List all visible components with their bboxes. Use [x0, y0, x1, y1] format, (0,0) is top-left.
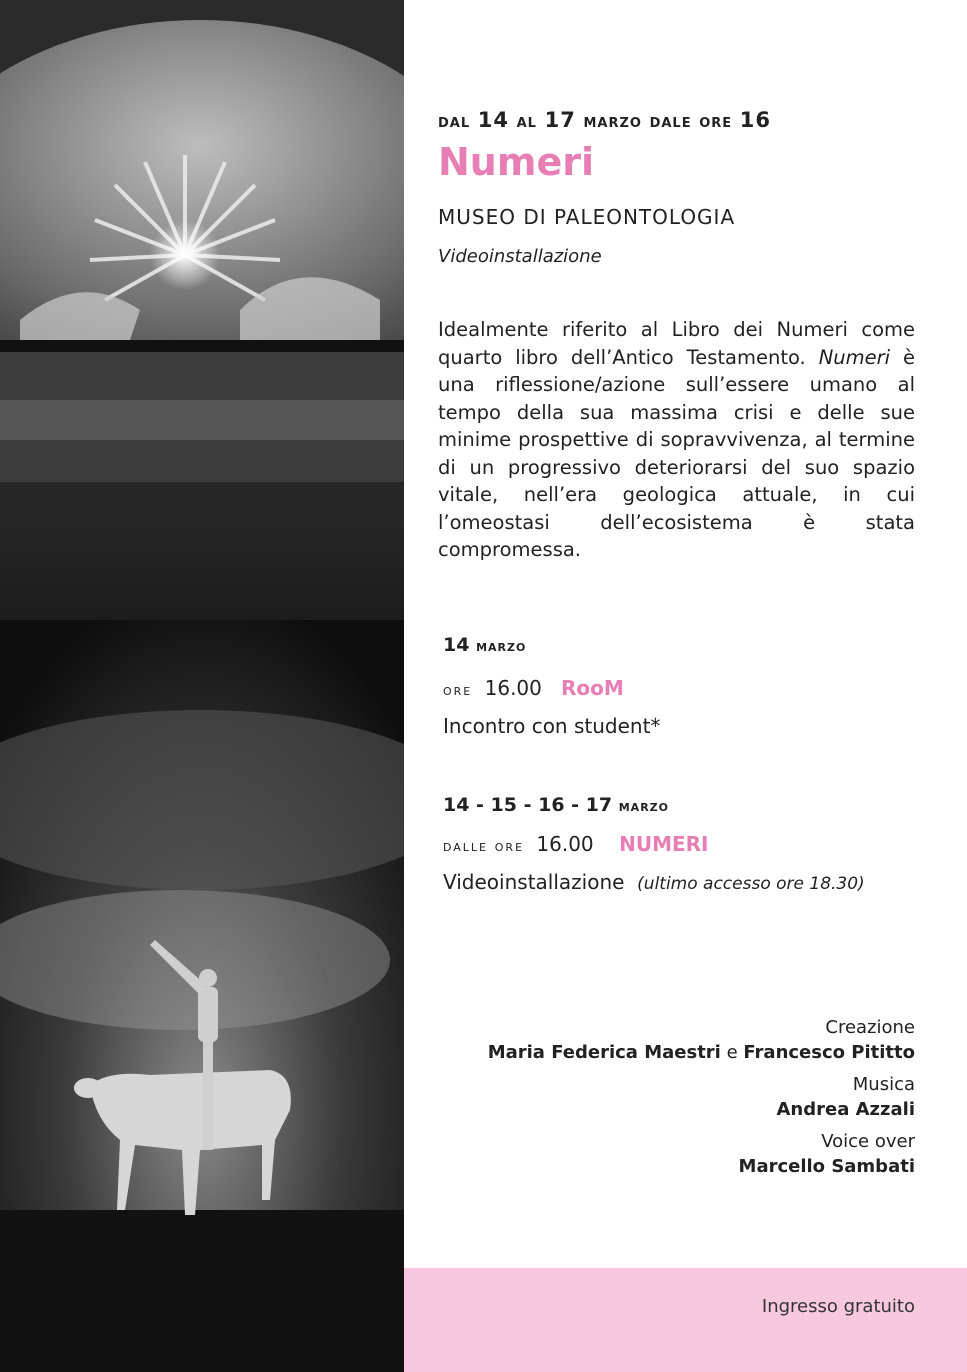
time-value: 16.00 [536, 832, 594, 856]
event-date [443, 634, 526, 656]
time-value: 16.00 [484, 676, 542, 700]
start-hour: 16 [739, 108, 772, 132]
event-date [443, 794, 669, 816]
creator-2: Francesco Pititto [743, 1042, 915, 1063]
description [438, 316, 915, 564]
event-note [443, 714, 660, 738]
venue-name: MUSEO DI PALEONTOLOGIA [438, 205, 736, 229]
voice-credit: Marcello Sambati [738, 1156, 915, 1177]
creation-label: Creazione [825, 1017, 915, 1038]
date-to: 17 [544, 108, 576, 132]
event-note [443, 870, 865, 894]
event-note-text: Videoinstallazione [443, 870, 625, 894]
description-italic: Numeri [818, 345, 891, 369]
date-from: 14 [477, 108, 509, 132]
dates-prefix: dal [438, 110, 471, 132]
creators-conj: e [726, 1042, 738, 1063]
time-label: ore [443, 681, 473, 699]
event-month: marzo [618, 797, 669, 815]
event-day: 14 - 15 - 16 - 17 [443, 794, 613, 816]
music-credit: Andrea Azzali [776, 1099, 915, 1120]
event-name: NUMERI [619, 832, 709, 856]
content-panel [404, 0, 967, 1372]
time-label: dalle ore [443, 837, 525, 855]
credits [488, 1015, 915, 1179]
creator-1: Maria Federica Maestri [487, 1042, 721, 1063]
event-kind: Videoinstallazione [438, 246, 602, 267]
entry-info: Ingresso gratuito [761, 1296, 915, 1317]
description-part2: è una riflessione/azione sull’essere umano al tempo della sua massima crisi e delle sue minime prospettive di sopravvivenza, al termine di un progressivo deteriorarsi del suo spazio vitale, nell’era geologica attuale, in cui l’omeostasi dell’ecosistema è stata compromessa. [438, 345, 915, 561]
footer-band [404, 1268, 967, 1372]
event-name: RooM [560, 676, 624, 700]
date-range [438, 108, 771, 132]
event-entry [443, 634, 526, 656]
photo-panel [0, 0, 404, 1372]
music-label: Musica [852, 1074, 915, 1095]
dates-mid: al [516, 110, 537, 132]
event-note-text: Incontro con student* [443, 714, 661, 738]
event-entry [443, 794, 669, 816]
description-part1: Idealmente riferito al Libro dei Numeri come quarto libro dell’Antico Testamento. [438, 318, 915, 369]
voice-label: Voice over [821, 1131, 915, 1152]
event-time [443, 832, 708, 856]
event-time [443, 676, 624, 700]
photo-collage [0, 0, 404, 1372]
event-month: marzo [476, 637, 527, 655]
creators [488, 1040, 915, 1065]
dates-suffix: marzo dale ore [583, 110, 733, 132]
event-title: Numeri [438, 140, 594, 184]
event-note-extra: (ultimo accesso ore 18.30) [637, 874, 865, 894]
event-day: 14 [443, 634, 470, 656]
